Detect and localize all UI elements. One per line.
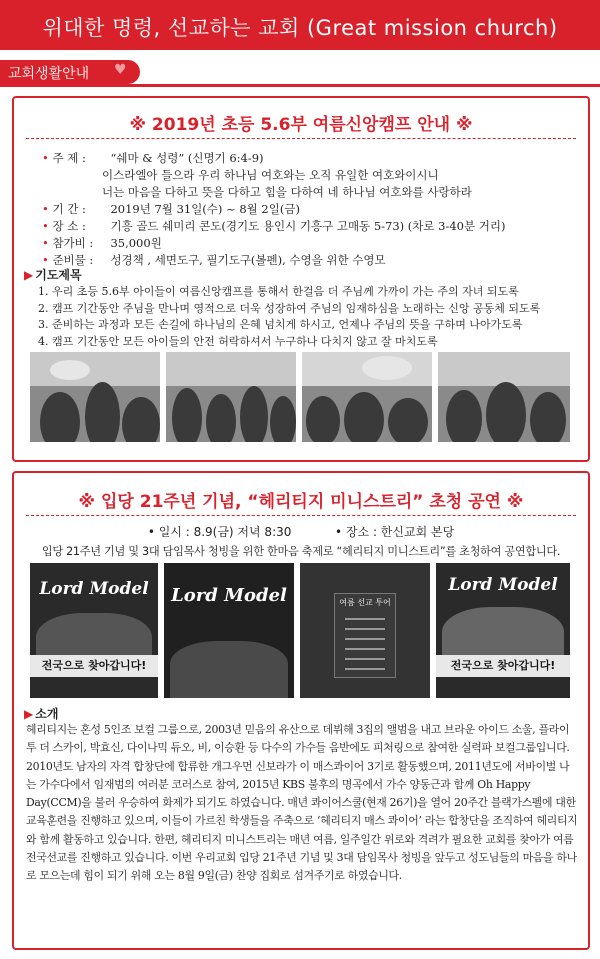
intro-body [26,721,578,886]
concert-meta [14,523,588,540]
camp-photo [302,352,432,442]
prayer-heading [24,266,82,283]
concert-date: • 일시 : 8.9(금) 저녁 8:30 [147,525,292,539]
camp-period-row: • 기 간 : 2019년 7월 31일(수) ~ 8월 2일(금) [42,202,300,216]
prayer-heading-label: 기도제목 [35,268,82,282]
camp-fee-row: • 참가비 : 35,000원 [42,236,162,250]
camp-photo [166,352,296,442]
concert-notice-box [12,471,590,950]
camp-place-value: 기흥 골드 쉐미리 콘도(경기도 용인시 기흥구 고매동 5-73) (차로 3-40분 거리) [110,219,506,233]
camp-title: ※ 2019년 초등 5.6부 여름신앙캠프 안내 ※ [129,115,473,135]
prayer-list [38,284,578,350]
camp-theme-row: • 주 제 : “쉐마 & 성령” (신명기 6:4-9) [42,151,264,165]
camp-prep-value: 성경책 , 세면도구, 필기도구(볼펜), 수영을 위한 수영모 [110,253,386,267]
camp-theme-line2: 이스라엘아 들으라 우리 하나님 여호와는 오직 유일한 여호와이시니 [102,168,439,182]
camp-prep-row: • 준비물 : 성경책 , 세면도구, 필기도구(볼펜), 수영을 위한 수영모 [42,253,386,267]
concert-poster [436,563,570,698]
camp-theme-value: “쉐마 & 성령” (신명기 6:4-9) [110,151,264,165]
poster-title: Lord Model [171,585,287,606]
intro-heading [24,705,58,722]
section-divider [0,84,600,87]
heart-icon: ♥ [114,62,127,78]
camp-notice-box [12,96,590,462]
prayer-item: 2. 캠프 기간동안 주님을 만나며 영적으로 더욱 성장하여 주님의 임재하심을 노래하는 신앙 공동체 되도록 [38,301,541,315]
camp-period-value: 2019년 7월 31일(수) ~ 8월 2일(금) [110,202,300,216]
poster-title: 여름 선교 투어 [339,598,391,607]
concert-poster [164,563,294,698]
prayer-item: 4. 캠프 기간동안 모든 아이들의 안전 허락하셔서 누구하나 다치지 않고 잘 마치도록 [38,334,438,348]
poster-band: 전국으로 찾아갑니다! [436,655,570,677]
concert-invite: 입당 21주년 기념 및 3대 담임목사 청빙을 위한 한마음 축제로 “헤리티지 미니스트리”를 초청하여 공연합니다. [41,545,561,558]
header-banner [0,0,600,50]
camp-fee-value: 35,000원 [110,236,162,250]
camp-theme-label: 주 제 : [52,151,86,165]
camp-photo [438,352,570,442]
concert-poster [300,563,430,698]
camp-place-label: 장 소 : [52,219,86,233]
camp-fee-label: 참가비 : [52,236,94,250]
section-title: 교회생활안내 [8,66,90,82]
concert-place: • 장소 : 한신교회 본당 [335,525,455,539]
triangle-icon: ▶ [24,268,34,282]
triangle-icon: ▶ [24,707,34,721]
poster-title: Lord Model [448,575,558,595]
concert-title: ※ 입당 21주년 기념, “헤리티지 미니스트리” 초청 공연 ※ [78,492,524,512]
intro-heading-label: 소개 [35,707,59,721]
camp-photo [30,352,160,442]
prayer-item: 1. 우리 초등 5.6부 아이들이 여름신앙캠프를 통해서 한걸음 더 주님께 가까이 가는 주의 자녀 되도록 [38,285,519,298]
camp-period-label: 기 간 : [52,202,86,216]
camp-info [42,150,572,269]
header-title: 위대한 명령, 선교하는 교회 (Great mission church) [42,16,558,40]
prayer-item: 3. 준비하는 과정과 모든 손길에 하나님의 은혜 넘치게 하시고, 언제나 주님의 뜻을 구하며 나아가도록 [38,318,523,331]
concert-poster [30,563,158,698]
concert-title-divider [26,515,576,516]
camp-place-row: • 장 소 : 기흥 골드 쉐미리 콘도(경기도 용인시 기흥구 고매동 5-73) (차로 3-40분 거리) [42,219,506,233]
poster-band: 전국으로 찾아갑니다! [30,655,158,677]
camp-prep-label: 준비물 : [52,253,94,267]
camp-theme-line3: 너는 마음을 다하고 뜻을 다하고 힘을 다하여 네 하나님 여호와를 사랑하라 [102,185,472,199]
camp-title-divider [26,138,576,139]
poster-title: Lord Model [39,579,149,599]
intro-text: 헤리티지는 혼성 5인조 보컬 그룹으로, 2003년 믿음의 유산으로 데뷔해 3집의 앨범을 내고 브라운 아이드 소울, 플라이 투 더 스카이, 박효신, 다이나믹 듀오, 비, 이승환 등 다수의 가수들 음반에도 피처링으로 참여한 실력파 보컬그룹입니다. 2010년도 남자의 자격 합창단에 합류한 개그우먼 신보라가 이 매스콰이어 3기로 활동했으며, 2011년도에 서바이벌 나는 가수다에서 임재범의 여러분 코러스로 참여, 2015년 KBS 불후의 명곡에서 가수 양동근과 함께 Oh Happy Day(CCM)을 불러 우승하여 화제가 되기도 하였습니다. 매년 콰이어스쿨(현재 26기)을 열어 20주간 블랙가스펠에 대한 교육훈련을 진행하고 있으며, 이들이 가르친 학생들을 주축으로 ‘헤리티지 매스 콰이어’ 라는 합창단을 조직하여 헤리티지와 함께 활동하고 있습니다. 한편, 헤리티지 미니스트리는 매년 여름, 일주일간 위로와 격려가 필요한 교회를 찾아가 여름전국선교를 진행하고 있습니다. 이번 우리교회 입당 21주년 기념 및 3대 담임목사 청빙을 앞두고 성도님들의 마음을 하나로 모으는데 힘이 되기 위해 오는 8월 9일(금) 찬양 집회로 섬겨주기로 하였습니다. [26,723,578,883]
